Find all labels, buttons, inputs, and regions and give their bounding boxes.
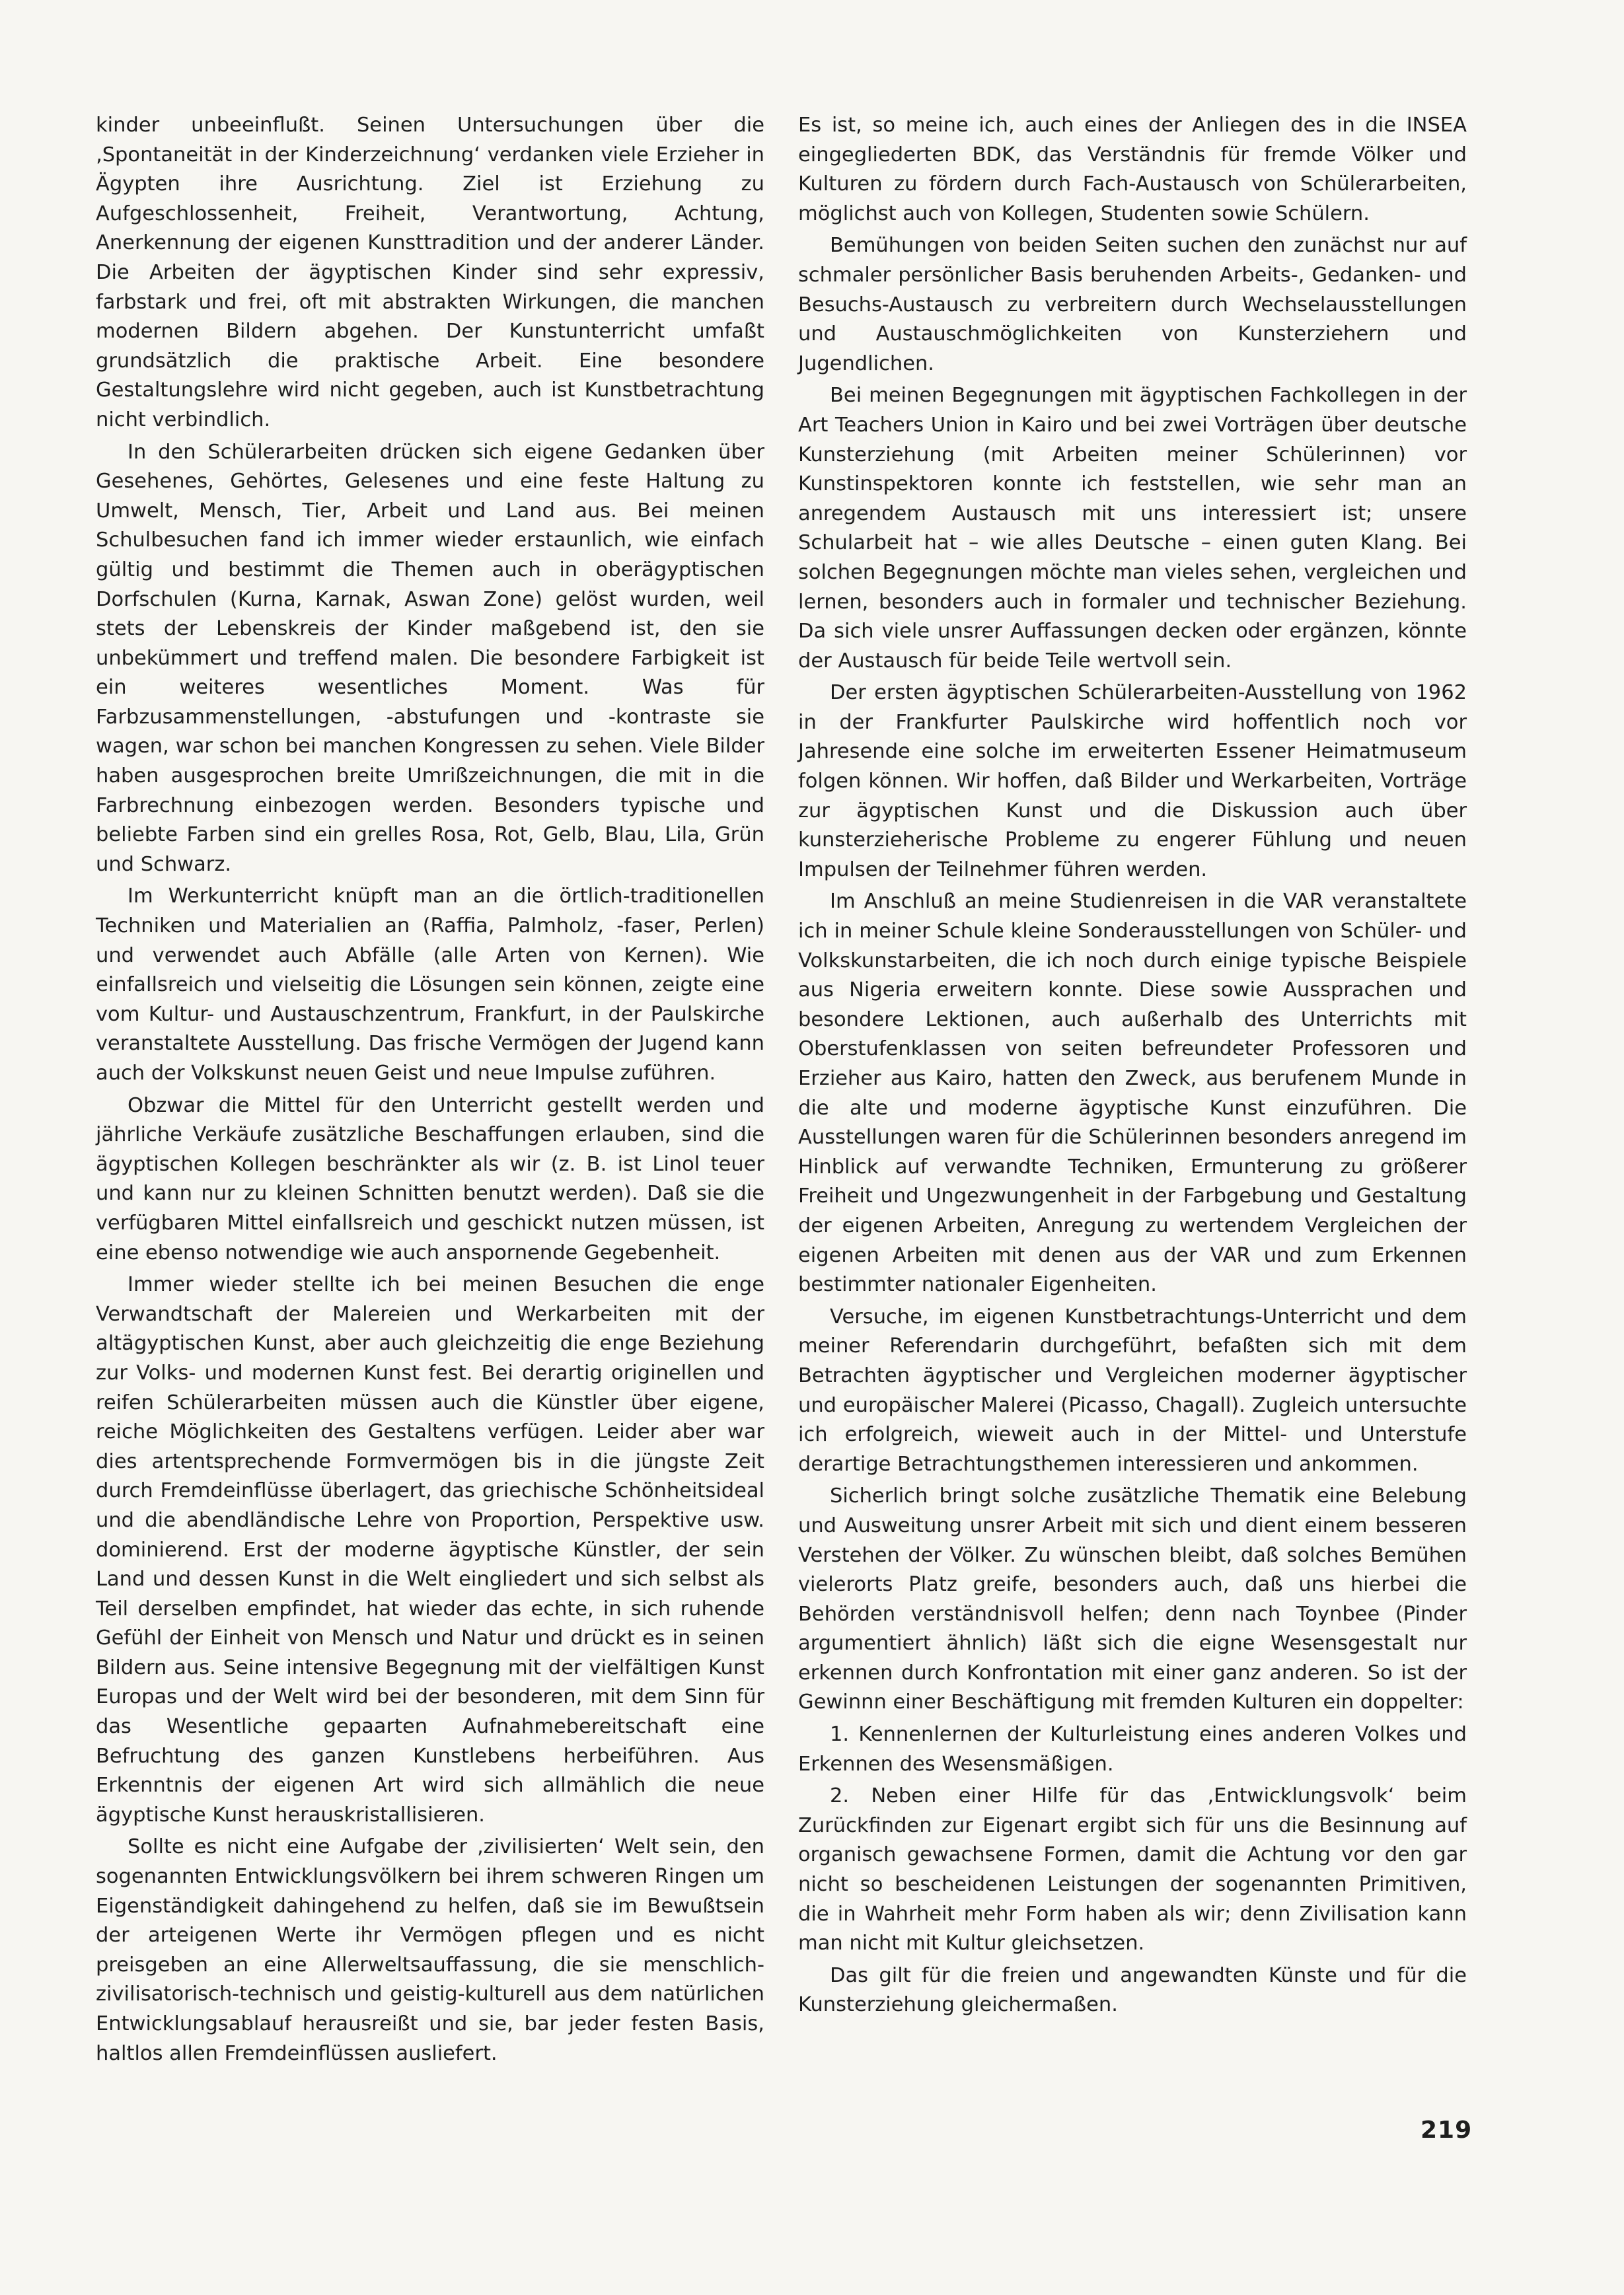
- paragraph: In den Schülerarbeiten drücken sich eigene Gedanken über Gesehenes, Gehörtes, Gelesenes und eine feste Haltung zu Umwelt, Mensch, Tier, Arbeit und Land aus. Bei meinen Schulbesuchen fand ich immer wieder erstaunlich, wie einfach gültig und bestimmt die Themen auch in oberägyptischen Dorfschulen (Kurna, Karnak, Aswan Zone) gelöst wurden, weil stets der Lebenskreis der Kinder maßgebend ist, den sie unbekümmert und treffend malen. Die besondere Farbigkeit ist ein weiteres wesentliches Moment. Was für Farbzusammenstellungen, -abstufungen und -kontraste sie wagen, war schon bei manchen Kongressen zu sehen. Viele Bilder haben ausgesprochen breite Umrißzeichnungen, die mit in die Farbrechnung einbezogen werden. Besonders typische und beliebte Farben sind ein grelles Rosa, Rot, Gelb, Blau, Lila, Grün und Schwarz.: [96, 440, 764, 876]
- paragraph: Obzwar die Mittel für den Unterricht gestellt werden und jährliche Verkäufe zusätzliche Beschaffungen erlauben, sind die ägyptischen Kollegen beschränkter als wir (z. B. ist Linol teuer und kann nur zu kleinen Schnitten benutzt werden). Daß sie die verfügbaren Mittel einfallsreich und geschickt nutzen müssen, ist eine ebenso notwendige wie auch anspornende Gegebenheit.: [96, 1093, 764, 1264]
- paragraph: Der ersten ägyptischen Schülerarbeiten-Ausstellung von 1962 in der Frankfurter Paulskirche wird hoffentlich noch vor Jahresende eine solche im erweiterten Essener Heimatmuseum folgen können. Wir hoffen, daß Bilder und Werkarbeiten, Vorträge zur ägyptischen Kunst und die Diskussion auch über kunsterzieherische Probleme zu engerer Fühlung und neuen Impulsen der Teilnehmer führen werden.: [798, 681, 1467, 881]
- paragraph: Sicherlich bringt solche zusätzliche Thematik eine Belebung und Ausweitung unsrer Arbeit mit sich und dient einem besseren Verstehen der Völker. Zu wünschen bleibt, daß solches Bemühen vielerorts Platz greife, besonders auch, daß uns hierbei die Behörden verständnisvoll helfen; denn nach Toynbee (Pinder argumentiert ähnlich) läßt sich die eigne Wesensgestalt nur erkennen durch Konfrontation mit einer ganz anderen. So ist der Gewinnn einer Beschäftigung mit fremden Kulturen ein doppelter:: [798, 1484, 1467, 1714]
- paragraph: Immer wieder stellte ich bei meinen Besuchen die enge Verwandtschaft der Malereien und Werkarbeiten mit der altägyptischen Kunst, aber auch gleichzeitig die enge Beziehung zur Volks- und modernen Kunst fest. Bei derartig originellen und reifen Schülerarbeiten müssen auch die Künstler über eigene, reiche Möglichkeiten des Gestaltens verfügen. Leider aber war dies artentsprechende Formvermögen bis in die jüngste Zeit durch Fremdeinflüsse überlagert, das griechische Schönheitsideal und die abendländische Lehre von Proportion, Perspektive usw. dominierend. Erst der moderne ägyptische Künstler, der sein Land und dessen Kunst in die Welt eingliedert und sich selbst als Teil derselben empfindet, hat wieder das echte, in sich ruhende Gefühl der Einheit von Mensch und Natur und drückt es in seinen Bildern aus. Seine intensive Begegnung mit der vielfältigen Kunst Europas und der Welt wird bei der besonderen, mit dem Sinn für das Wesentliche gepaarten Aufnahmebereitschaft eine Befruchtung des ganzen Kunstlebens herbeiführen. Aus Erkenntnis der eigenen Art wird sich allmählich die neue ägyptische Kunst herauskristallisieren.: [96, 1273, 764, 1827]
- paragraph: Versuche, im eigenen Kunstbetrachtungs-Unterricht und dem meiner Referendarin durchgeführt, befaßten sich mit dem Betrachten ägyptischer und Vergleichen moderner ägyptischer und europäischer Malerei (Picasso, Chagall). Zugleich untersuchte ich erfolgreich, wieweit auch in der Mittel- und Unterstufe derartige Betrachtungsthemen interessieren und ankommen.: [798, 1305, 1467, 1476]
- paragraph: Es ist, so meine ich, auch eines der Anliegen des in die INSEA eingegliederten BDK, das Verständnis für fremde Völker und Kulturen zu fördern durch Fach-Austausch von Schülerarbeiten, möglichst auch von Kollegen, Studenten sowie Schülern.: [798, 114, 1467, 225]
- page-number: 219: [1421, 2117, 1473, 2144]
- paragraph: Bemühungen von beiden Seiten suchen den zunächst nur auf schmaler persönlicher Basis beruhenden Arbeits-, Gedanken- und Besuchs-Austausch zu verbreitern durch Wechselausstellungen und Austauschmöglichkeiten von Kunsterziehern und Jugendlichen.: [798, 234, 1467, 375]
- paragraph: Bei meinen Begegnungen mit ägyptischen Fachkollegen in der Art Teachers Union in Kairo und bei zwei Vorträgen über deutsche Kunsterziehung (mit Arbeiten meiner Schülerinnen) vor Kunstinspektoren konnte ich feststellen, wie sehr man an anregendem Austausch mit uns interessiert ist; unsere Schularbeit hat – wie alles Deutsche – einen guten Klang. Bei solchen Begegnungen möchte man vieles sehen, vergleichen und lernen, besonders auch in formaler und technischer Beziehung. Da sich viele unsrer Auffassungen decken oder ergänzen, könnte der Austausch für beide Teile wertvoll sein.: [798, 384, 1467, 673]
- paragraph: Sollte es nicht eine Aufgabe der ‚zivilisierten‘ Welt sein, den sogenannten Entwicklungsvölkern bei ihrem schweren Ringen um Eigenständigkeit dahingehend zu helfen, daß sie im Bewußtsein der arteigenen Werte ihr Vermögen pflegen und es nicht preisgeben an eine Allerweltsauffassung, die sie menschlich-zivilisatorisch-technisch und geistig-kulturell aus dem natürlichen Entwicklungsablauf herausreißt und sie, bar jeder festen Basis, haltlos allen Fremdeinflüssen ausliefert.: [96, 1835, 764, 2065]
- paragraph: kinder unbeeinflußt. Seinen Untersuchungen über die ‚Spontaneität in der Kinderzeichnung‘ verdanken viele Erzieher in Ägypten ihre Ausrichtung. Ziel ist Erziehung zu Aufgeschlossenheit, Freiheit, Verantwortung, Achtung, Anerkennung der eigenen Kunsttradition und der anderer Länder. Die Arbeiten der ägyptischen Kinder sind sehr expressiv, farbstark und frei, oft mit abstrakten Wirkungen, die manchen modernen Bildern abgehen. Der Kunstunterricht umfaßt grundsätzlich die praktische Arbeit. Eine besondere Gestaltungslehre wird nicht gegeben, auch ist Kunstbetrachtung nicht verbindlich.: [96, 114, 764, 431]
- list-item: 2. Neben einer Hilfe für das ‚Entwicklungsvolk‘ beim Zurückfinden zur Eigenart ergibt sich für uns die Besinnung auf organisch gewachsene Formen, damit die Achtung vor den gar nicht so bescheidenen Leistungen der sogenannten Primitiven, die in Wahrheit mehr Form haben als wir; denn Zivilisation kann man nicht mit Kultur gleichsetzen.: [798, 1784, 1467, 1955]
- right-column: [798, 111, 1467, 2023]
- left-column: [96, 111, 764, 2071]
- paragraph: Das gilt für die freien und angewandten Künste und für die Kunsterziehung gleichermaßen.: [798, 1963, 1467, 2017]
- list-item: 1. Kennenlernen der Kulturleistung eines anderen Volkes und Erkennen des Wesensmäßigen.: [798, 1723, 1467, 1776]
- paragraph: Im Werkunterricht knüpft man an die örtlich-traditionellen Techniken und Materialien an (Raffia, Palmholz, -faser, Perlen) und verwendet auch Abfälle (alle Arten von Kernen). Wie einfallsreich und vielseitig die Lösungen sein können, zeigte eine vom Kultur- und Austauschzentrum, Frankfurt, in der Paulskirche veranstaltete Ausstellung. Das frische Vermögen der Jugend kann auch der Volkskunst neuen Geist und neue Impulse zuführen.: [96, 885, 764, 1085]
- paragraph: Im Anschluß an meine Studienreisen in die VAR veranstaltete ich in meiner Schule kleine Sonderausstellungen von Schüler- und Volkskunstarbeiten, die ich noch durch einige typische Beispiele aus Nigeria erweitern konnte. Diese sowie Aussprachen und besondere Lektionen, auch außerhalb des Unterrichts mit Oberstufenklassen von seiten befreundeter Professoren und Erzieher aus Kairo, hatten den Zweck, aus berufenem Munde in die alte und moderne ägyptische Kunst einzuführen. Die Ausstellungen waren für die Schülerinnen besonders anregend im Hinblick auf verwandte Techniken, Ermunterung zu größerer Freiheit und Ungezwungenheit in der Farbgebung und Gestaltung der eigenen Arbeiten, Anregung zu wertendem Vergleichen der eigenen Arbeiten mit denen aus der VAR und zum Erkennen bestimmter nationaler Eigenheiten.: [798, 890, 1467, 1297]
